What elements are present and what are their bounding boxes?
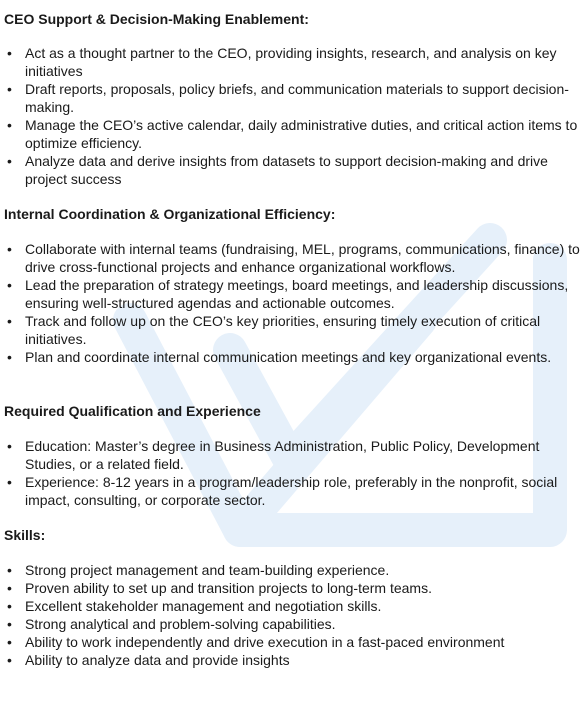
list-item: • Draft reports, proposals, policy briefs, and communication materials to support decision-making. bbox=[4, 80, 581, 116]
list-item: • Lead the preparation of strategy meetings, board meetings, and leadership discussions, ensuring well-structured agendas and actionable outcomes. bbox=[4, 276, 581, 312]
list-item: • Manage the CEO’s active calendar, daily administrative duties, and critical action items to optimize efficiency. bbox=[4, 116, 581, 152]
list-item: • Collaborate with internal teams (fundraising, MEL, programs, communications, finance) to drive cross-functional projects and enhance organizational workflows. bbox=[4, 240, 581, 276]
list-item: • Track and follow up on the CEO’s key priorities, ensuring timely execution of critical initiatives. bbox=[4, 312, 581, 348]
list-item: • Strong analytical and problem-solving capabilities. bbox=[4, 615, 581, 633]
section-heading: Skills: bbox=[4, 527, 46, 543]
section-internal-coordination bbox=[4, 205, 581, 366]
list-item: • Plan and coordinate internal communication meetings and key organizational events. bbox=[4, 348, 581, 366]
list-item: • Proven ability to set up and transition projects to long-term teams. bbox=[4, 579, 581, 597]
list-item: • Experience: 8-12 years in a program/leadership role, preferably in the nonprofit, social impact, consulting, or corporate sector. bbox=[4, 473, 581, 509]
section-ceo-support bbox=[4, 10, 581, 188]
list-item: • Ability to work independently and drive execution in a fast-paced environment bbox=[4, 633, 581, 651]
list-item: • Excellent stakeholder management and negotiation skills. bbox=[4, 597, 581, 615]
list-item: • Strong project management and team-building experience. bbox=[4, 561, 581, 579]
section-skills bbox=[4, 526, 581, 669]
bullet-list bbox=[4, 561, 581, 669]
section-qualification bbox=[4, 402, 581, 509]
bullet-list bbox=[4, 437, 581, 509]
list-item: • Education: Master’s degree in Business Administration, Public Policy, Development Studies, or a related field. bbox=[4, 437, 581, 473]
section-heading: Required Qualification and Experience bbox=[4, 403, 261, 419]
list-item: • Analyze data and derive insights from datasets to support decision-making and drive project success bbox=[4, 152, 581, 188]
section-heading: CEO Support & Decision-Making Enablement: bbox=[4, 11, 309, 27]
list-item: • Ability to analyze data and provide insights bbox=[4, 651, 581, 669]
bullet-list bbox=[4, 240, 581, 366]
section-heading: Internal Coordination & Organizational Efficiency: bbox=[4, 206, 336, 222]
bullet-list bbox=[4, 44, 581, 188]
list-item: • Act as a thought partner to the CEO, providing insights, research, and analysis on key initiatives bbox=[4, 44, 581, 80]
